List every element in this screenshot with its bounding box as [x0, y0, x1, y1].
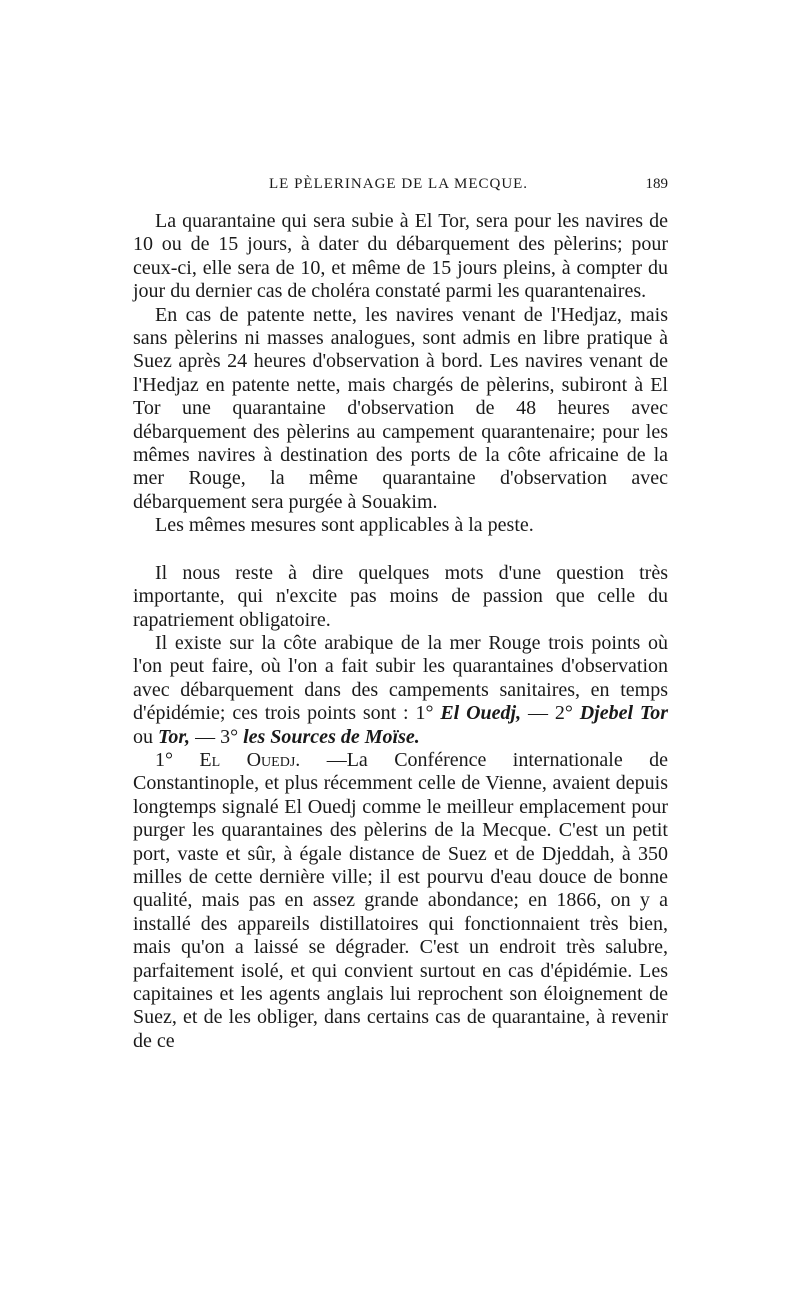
- separator: ou: [133, 725, 153, 748]
- separator: — 3°: [195, 725, 239, 748]
- section-gap: [133, 538, 668, 562]
- page-number: 189: [645, 176, 668, 192]
- book-page: [133, 176, 668, 1053]
- paragraph-patente-nette: En cas de patente nette, les navires venant de l'Hedjaz, mais sans pèlerins ni masses analogues, sont admis en libre pratique à Suez après 24 heures d'observation à bord. Les navires venant de l'Hedjaz en patente nette, mais chargés de pèlerins, subiront à El Tor une quarantaine d'observation de 48 heures avec débarquement des pèlerins au campement quarantenaire; pour les mêmes navires à destination des ports de la côte africaine de la mer Rouge, la même quarantaine d'observation avec débarquement sera purgée à Souakim.: [133, 303, 668, 513]
- separator: — 2°: [521, 702, 573, 725]
- place-el-ouedj: El Ouedj,: [440, 702, 522, 725]
- section-heading: El Ouedj.: [199, 748, 301, 771]
- paragraph-el-ouedj: [133, 749, 668, 1053]
- el-ouedj-text: —La Conférence internationale de Constantinople, et plus récemment celle de Vienne, avaient depuis longtemps signalé El Ouedj comme le meilleur emplacement pour purger les quarantaines des pèlerins de la Mecque. C'est un petit port, vaste et sûr, à égale distance de Suez et de Djeddah, à 350 milles de cette dernière ville; il est pourvu d'eau douce de bonne qualité, mais pas en assez grande abondance; en 1866, on y a installé des appareils distillatoires qui fonctionnaient très bien, mais qu'on a laissé se dégrader. C'est un endroit très salubre, parfaitement isolé, et qui convient surtout en cas d'épidémie. Les capitaines et les agents anglais lui reprochent son éloignement de Suez, et de les obliger, dans certains cas de quarantaine, à revenir de ce: [133, 748, 669, 1052]
- paragraph-peste: Les mêmes mesures sont applicables à la peste.: [155, 514, 534, 537]
- running-title: LE PÈLERINAGE DE LA MECQUE.: [269, 176, 529, 192]
- place-sources-de-moise: les Sources de Moïse.: [243, 725, 420, 748]
- three-points-text: Il existe sur la côte arabique de la mer Rouge trois points où l'on peut faire, où l'on a fait subir les quarantaines d'observation avec débarquement dans des campements sanitaires, en temps d'épidémie; ces trois points sont : 1°: [133, 631, 668, 725]
- place-tor: Tor,: [158, 725, 191, 748]
- body-text: [133, 210, 668, 1053]
- place-djebel-tor: Djebel Tor: [579, 702, 669, 725]
- paragraph-rapatriement: Il nous reste à dire quelques mots d'une question très importante, qui n'excite pas moins de passion que celle du rapatriement obligatoire.: [133, 561, 668, 631]
- running-head: [133, 176, 668, 202]
- paragraph-quarantine-el-tor: La quarantaine qui sera subie à El Tor, sera pour les navires de 10 ou de 15 jours, à dater du débarquement des pèlerins; pour ceux-ci, elle sera de 10, et même de 15 jours pleins, à compter du jour du dernier cas de choléra constaté parmi les quarantenaires.: [133, 210, 668, 303]
- section-number: 1°: [155, 748, 173, 771]
- paragraph-three-points: [133, 632, 668, 749]
